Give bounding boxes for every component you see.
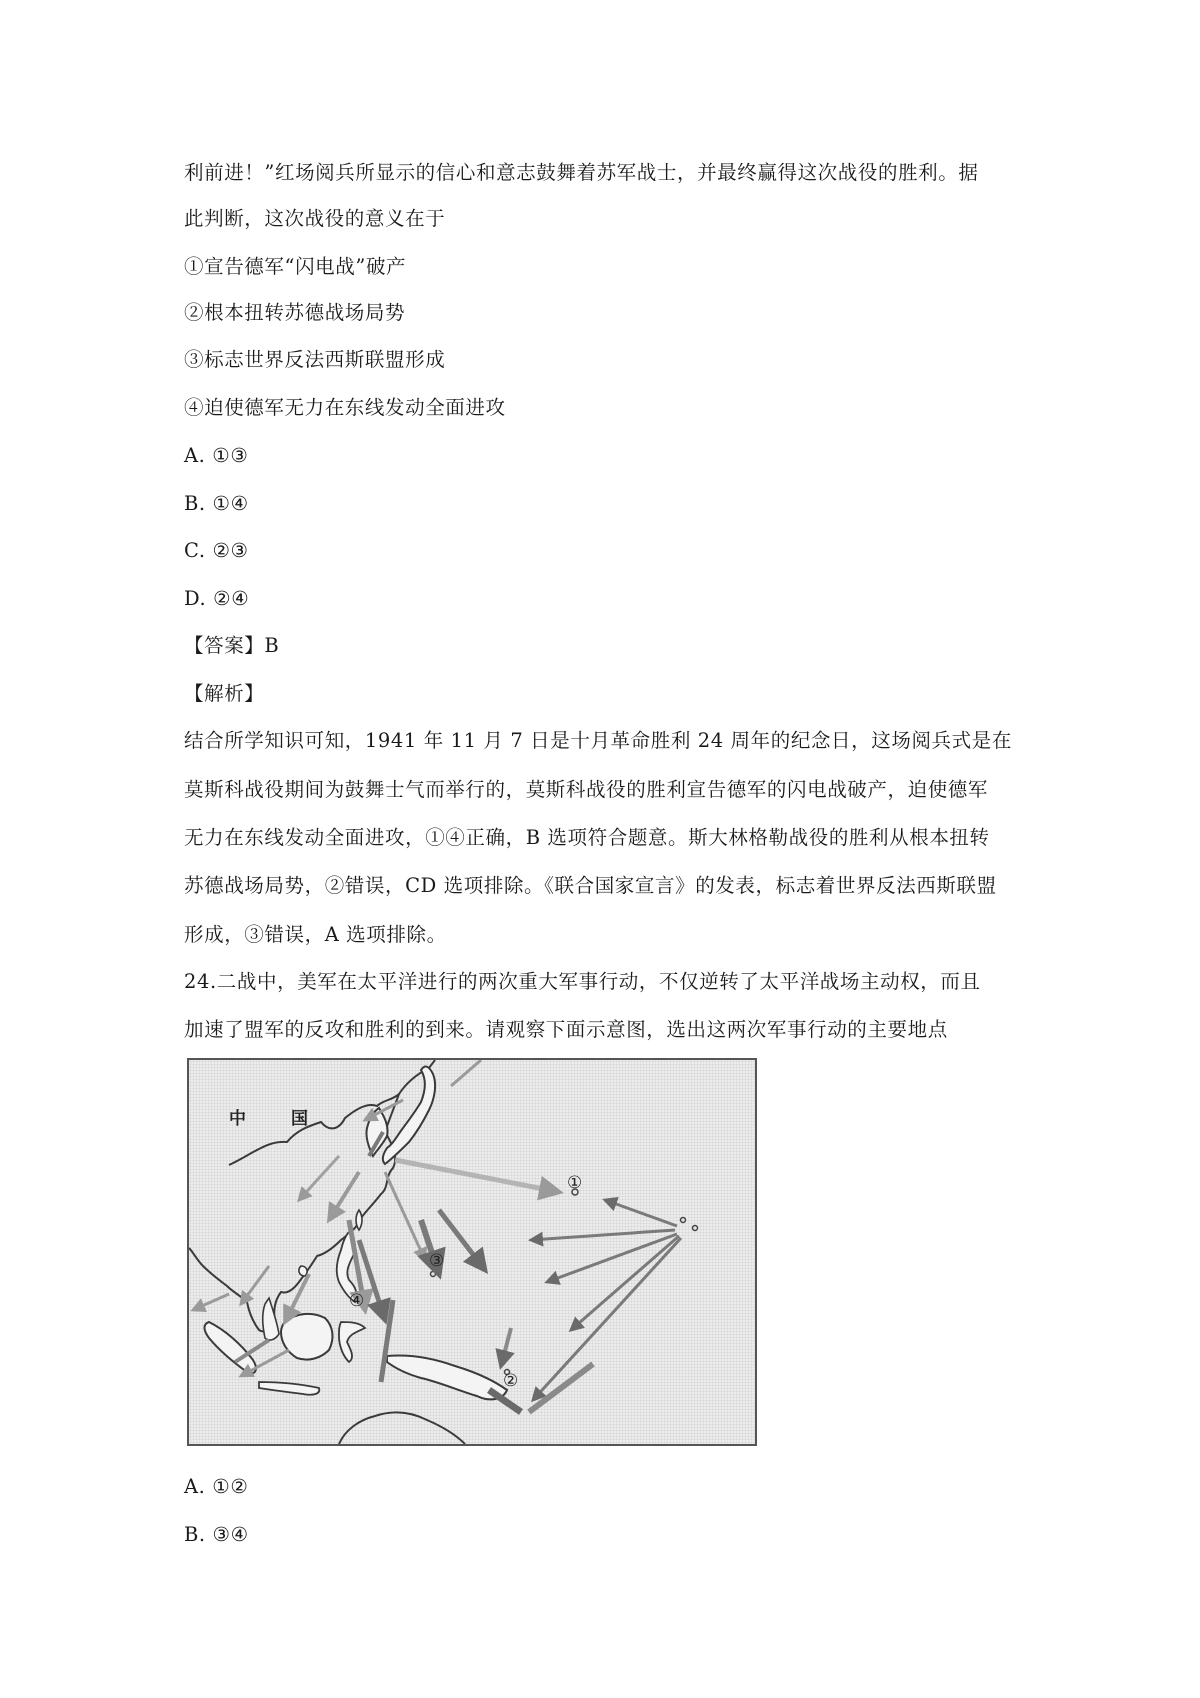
counteroffensive-arrow bbox=[547, 1234, 677, 1282]
q23-statement-3: ③标志世界反法西斯联盟形成 bbox=[184, 348, 446, 371]
q23-answer-heading: 【答案】B bbox=[184, 634, 280, 657]
sumatra-island bbox=[205, 1322, 256, 1373]
q24-stem-line-1: 24.二战中，美军在太平洋进行的两次重大军事行动，不仅逆转了太平洋战场主动权，而且 bbox=[184, 970, 981, 993]
map-marker-1: ① bbox=[567, 1173, 583, 1193]
q23-analysis-line-1: 结合所学知识可知，1941 年 11 月 7 日是十月革命胜利 24 周年的纪念日，这场阅兵式是在 bbox=[184, 729, 1012, 752]
pacific-island bbox=[681, 1218, 686, 1223]
map-marker-2: ② bbox=[503, 1371, 519, 1391]
option-label: A. bbox=[184, 444, 206, 467]
q23-continuation-line-1: 利前进！”红场阅兵所显示的信心和意志鼓舞着苏军战士，并最终赢得这次战役的胜利。据 bbox=[184, 161, 979, 184]
q23-analysis-line-3: 无力在东线发动全面进攻，①④正确，B 选项符合题意。斯大林格勒战役的胜利从根本扭转 bbox=[184, 826, 990, 849]
q23-continuation-line-2: 此判断，这次战役的意义在于 bbox=[184, 207, 446, 230]
q23-option-c bbox=[184, 538, 249, 564]
map-label-china-1: 中 bbox=[229, 1109, 246, 1129]
pacific-war-map-svg bbox=[189, 1060, 755, 1444]
option-value: ③④ bbox=[212, 1523, 249, 1546]
q23-analysis-line-5: 形成，③错误，A 选项排除。 bbox=[184, 923, 447, 946]
counteroffensive-arrow bbox=[439, 1210, 485, 1270]
advance-arrow bbox=[193, 1294, 229, 1310]
option-label: B. bbox=[184, 1523, 206, 1546]
q23-option-d bbox=[184, 586, 249, 612]
advance-arrow bbox=[299, 1156, 339, 1200]
option-label: A. bbox=[184, 1475, 206, 1498]
advance-arrow bbox=[241, 1266, 269, 1304]
q23-statement-4: ④迫使德军无力在东线发动全面进攻 bbox=[184, 396, 506, 419]
option-value: ①② bbox=[212, 1475, 249, 1498]
option-value: ②④ bbox=[213, 587, 250, 610]
q23-option-b bbox=[184, 491, 249, 517]
advance-arrow bbox=[451, 1060, 481, 1086]
map-label-china-2: 国 bbox=[291, 1109, 308, 1129]
q24-option-b bbox=[184, 1522, 249, 1548]
q23-analysis-line-2: 莫斯科战役期间为鼓舞士气而举行的，莫斯科战役的胜利宣告德军的闪电战破产，迫使德军 bbox=[184, 778, 989, 801]
option-value: ①④ bbox=[212, 492, 249, 515]
q23-statement-2: ②根本扭转苏德战场局势 bbox=[184, 301, 406, 324]
pacific-island bbox=[431, 1272, 436, 1277]
q23-analysis-line-4: 苏德战场局势，②错误，CD 选项排除。《联合国家宣言》的发表，标志着世界反法西斯联盟 bbox=[184, 874, 997, 897]
map-marker-4: ④ bbox=[349, 1291, 365, 1311]
pacific-island bbox=[693, 1226, 698, 1231]
q24-option-a bbox=[184, 1474, 248, 1500]
option-value: ①③ bbox=[212, 444, 249, 467]
option-label: C. bbox=[184, 539, 206, 562]
counteroffensive-arrow bbox=[531, 1230, 675, 1240]
asia-coastline bbox=[189, 1060, 435, 1332]
advance-arrow bbox=[395, 1160, 559, 1192]
option-label: B. bbox=[184, 492, 206, 515]
advance-arrow bbox=[329, 1172, 359, 1220]
hainan-island bbox=[299, 1266, 307, 1276]
q24-stem-line-2: 加速了盟军的反攻和胜利的到来。请观察下面示意图，选出这两次军事行动的主要地点 bbox=[184, 1018, 948, 1041]
counteroffensive-arrow bbox=[533, 1238, 681, 1400]
borneo-island bbox=[281, 1314, 332, 1360]
option-value: ②③ bbox=[212, 539, 249, 562]
map-marker-3: ③ bbox=[429, 1251, 445, 1271]
java-island bbox=[259, 1382, 319, 1395]
advance-arrow bbox=[385, 1172, 425, 1260]
counteroffensive-arrow bbox=[501, 1328, 511, 1366]
taiwan-island bbox=[356, 1210, 362, 1230]
q23-option-a bbox=[184, 443, 248, 469]
q23-analysis-heading: 【解析】 bbox=[184, 682, 265, 705]
counteroffensive-arrow bbox=[571, 1236, 679, 1330]
q23-statement-1: ①宣告德军“闪电战”破产 bbox=[184, 255, 407, 278]
australia-coast bbox=[339, 1413, 465, 1444]
counteroffensive-arrow bbox=[605, 1200, 677, 1226]
sulawesi-island bbox=[339, 1322, 365, 1362]
malay-peninsula bbox=[263, 1298, 279, 1340]
pacific-war-map bbox=[187, 1058, 757, 1446]
option-label: D. bbox=[184, 587, 207, 610]
